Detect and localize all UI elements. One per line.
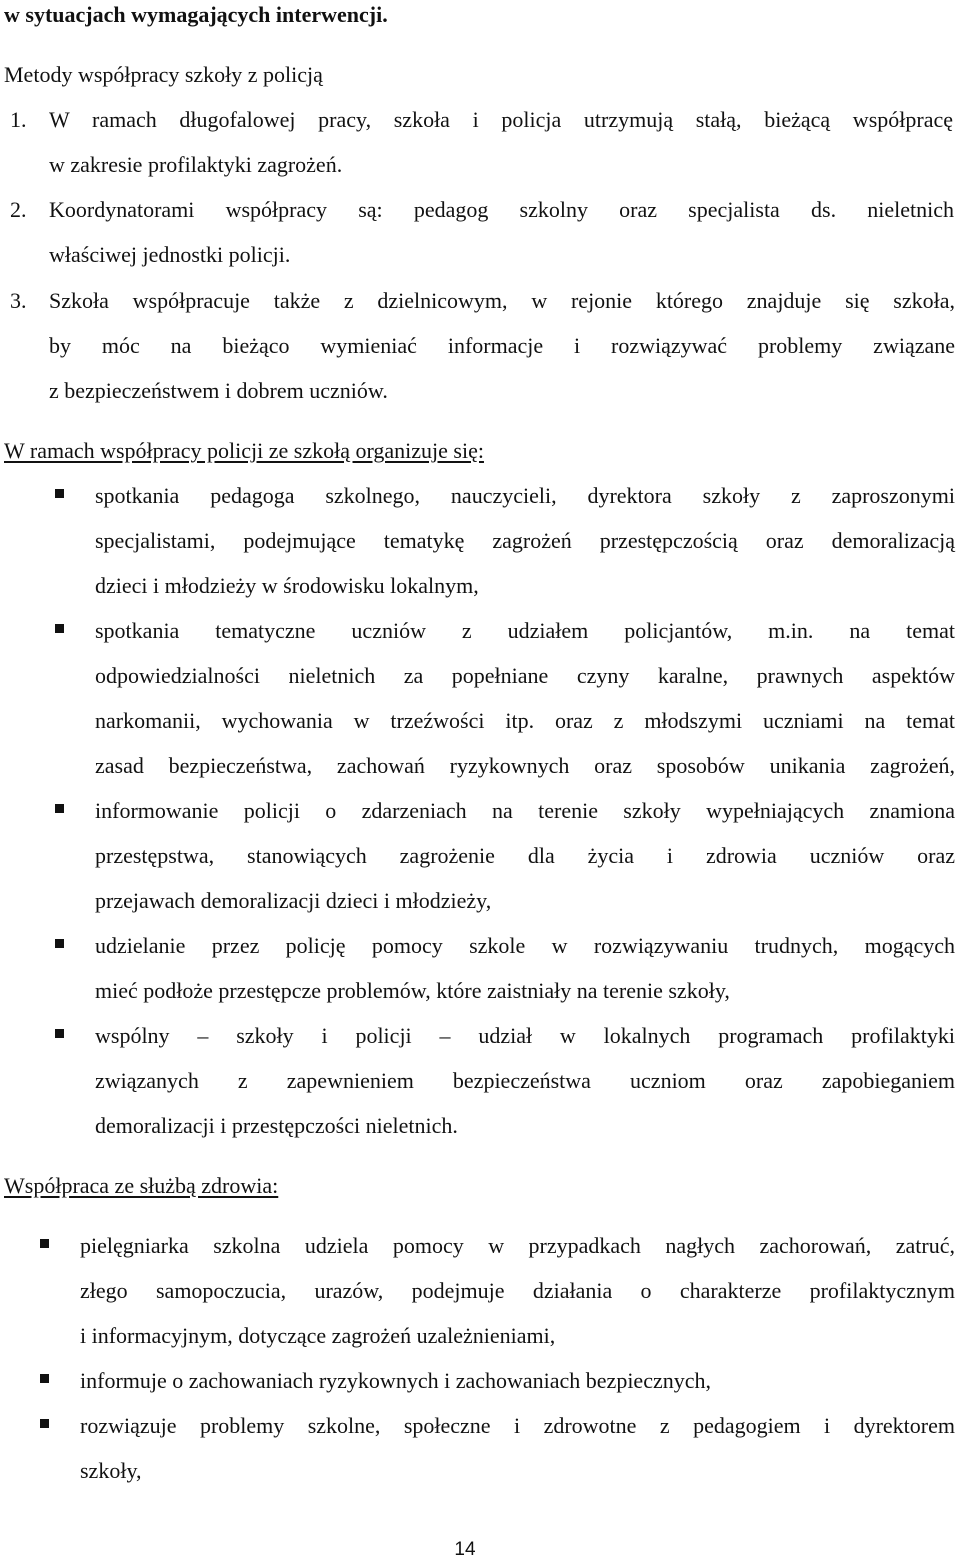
list-item-line: Koordynatorami współpracy są: pedagog szkolny oraz specjalista ds. nieletnich xyxy=(49,197,954,222)
bullet-item-line: związanych z zapewnieniem bezpieczeństwa uczniom oraz zapobieganiem xyxy=(95,1068,955,1093)
bullet-icon xyxy=(40,1419,49,1428)
bullet-item-line: demoralizacji i przestępczości nieletnich. xyxy=(95,1113,458,1138)
police-methods-title: Metody współpracy szkoły z policją xyxy=(4,62,323,87)
bullet-item-line: złego samopoczucia, urazów, podejmuje działania o charakterze profilaktycznym xyxy=(80,1278,955,1303)
bullet-item-line: spotkania tematyczne uczniów z udziałem policjantów, m.in. na temat xyxy=(95,618,955,643)
bullet-item-line: informowanie policji o zdarzeniach na terenie szkoły wypełniających znamiona xyxy=(95,798,955,823)
bullet-icon xyxy=(55,489,64,498)
bullet-item-line: wspólny – szkoły i policji – udział w lokalnych programach profilaktyki xyxy=(95,1023,955,1048)
bullet-item-line: odpowiedzialności nieletnich za popełniane czyny karalne, prawnych aspektów xyxy=(95,663,955,688)
bullet-item-line: rozwiązuje problemy szkolne, społeczne i zdrowotne z pedagogiem i dyrektorem xyxy=(80,1413,955,1438)
bullet-item-line: pielęgniarka szkolna udziela pomocy w przypadkach nagłych zachorowań, zatruć, xyxy=(80,1233,955,1258)
bullet-icon xyxy=(55,804,64,813)
list-number: 3. xyxy=(10,288,27,313)
bullet-item-line: zasad bezpieczeństwa, zachowań ryzykownych oraz sposobów unikania zagrożeń, xyxy=(95,753,955,778)
bullet-item-line: narkomanii, wychowania w trzeźwości itp. oraz z młodszymi uczniami na temat xyxy=(95,708,955,733)
list-item-line: właściwej jednostki policji. xyxy=(49,242,291,267)
bullet-icon xyxy=(40,1374,49,1383)
section-heading-tail: w sytuacjach wymagających interwencji. xyxy=(4,2,388,27)
bullet-item-line: udzielanie przez policję pomocy szkole w rozwiązywaniu trudnych, mogących xyxy=(95,933,955,958)
bullet-item-line: przejawach demoralizacji dzieci i młodzieży, xyxy=(95,888,492,913)
bullet-item-line: informuje o zachowaniach ryzykownych i zachowaniach bezpiecznych, xyxy=(80,1368,711,1393)
bullet-item-line: przestępstwa, stanowiących zagrożenie dla życia i zdrowia uczniów oraz xyxy=(95,843,955,868)
list-item-line: z bezpieczeństwem i dobrem uczniów. xyxy=(49,378,388,403)
list-number: 2. xyxy=(10,197,27,222)
health-section-title: Współpraca ze służbą zdrowia: xyxy=(4,1173,279,1198)
list-number: 1. xyxy=(10,107,27,132)
bullet-item-line: i informacyjnym, dotyczące zagrożeń uzależnieniami, xyxy=(80,1323,556,1348)
list-item-line: w zakresie profilaktyki zagrożeń. xyxy=(49,152,343,177)
bullet-item-line: spotkania pedagoga szkolnego, nauczycieli, dyrektora szkoły z zaproszonymi xyxy=(95,483,955,508)
police-cooperation-title: W ramach współpracy policji ze szkołą organizuje się: xyxy=(4,438,484,463)
list-item-line: Szkoła współpracuje także z dzielnicowym, w rejonie którego znajduje się szkoła, xyxy=(49,288,955,313)
page-number: 14 xyxy=(454,1539,476,1560)
bullet-item-line: mieć podłoże przestępcze problemów, które zaistniały na terenie szkoły, xyxy=(95,978,730,1003)
list-item-line: W ramach długofalowej pracy, szkoła i policja utrzymują stałą, bieżącą współpracę xyxy=(49,107,953,132)
bullet-icon xyxy=(55,939,64,948)
bullet-item-line: szkoły, xyxy=(80,1458,142,1483)
bullet-icon xyxy=(55,624,64,633)
bullet-item-line: dzieci i młodzieży w środowisku lokalnym, xyxy=(95,573,479,598)
bullet-icon xyxy=(55,1029,64,1038)
bullet-icon xyxy=(40,1239,49,1248)
list-item-line: by móc na bieżąco wymieniać informacje i rozwiązywać problemy związane xyxy=(49,333,955,358)
bullet-item-line: specjalistami, podejmujące tematykę zagrożeń przestępczością oraz demoralizacją xyxy=(95,528,955,553)
